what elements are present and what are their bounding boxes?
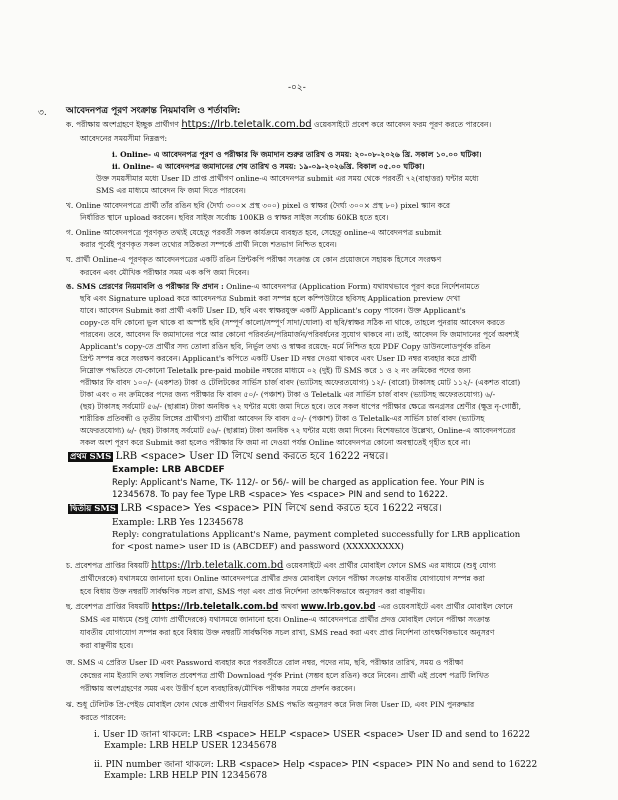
second-sms-reply1: Reply: congratulations Applicant's Name, payment completed successfully for LRB application [112, 530, 521, 540]
item-uma-line: ছবি এবং Signature upload করে আবেদনপত্র Submit করা সম্পন্ন হলে কম্পিউটারে ছবিসহ Application preview দেখা [80, 294, 461, 303]
item-uma-line: পরীক্ষার ফি বাবদ ১০০/- (একশত) টাকা ও টেলিটকের সার্ভিস চার্জ বাবদ (ভ্যাটসহ অফেরতযোগ্য) ১২/- (বারো) টাকাসহ মোট ১১২/- (একশত বারো) [80, 378, 521, 387]
item-gha-line2: করবেন এবং মৌখিক পরীক্ষার সময় এক কপি জমা দিবেন। [80, 268, 250, 277]
second-sms-tag: দ্বিতীয় SMS [70, 504, 116, 514]
item-uma-line: নিম্নোক্ত পদ্ধতিতে যে-কোনো Teletalk pre-paid mobile নম্বরের মাধ্যমে ০২ (দুই) টি SMS করে ১ ও ২ নং ক্রমিকের পদের জন্য [80, 366, 471, 375]
item-chha-line3: যাবতীয় যোগাযোগ সম্পন্ন করা হবে বিধায় উক্ত নম্বরটি সার্বক্ষণিক সচল রাখা, SMS read করা এবং প্রাপ্ত নির্দেশনা তাৎক্ষণিকভাবে অনুসরণ [80, 628, 495, 637]
first-sms-example: Example: LRB ABCDEF [112, 465, 225, 475]
item-ka-ii: ii. Online- এ আবেদনপত্র জমাদানের শেষ তারিখ ও সময়: ১৯-০৯-২০২৬খ্রি. বিকাল ০৫.০০ ঘটিকা। [112, 162, 425, 171]
item-ka-text: ক. পরীক্ষায় অংশগ্রহণে ইচ্ছুক প্রার্থীগণ [66, 120, 179, 129]
item-ja-line1: জ. SMS এ প্রেরিত User ID এবং Password ব্যবহার করে পরবর্তীতে রোল নম্বর, পদের নাম, ছবি, পরীক্ষার তারিখ, সময় ও পরীক্ষা [66, 658, 464, 667]
item-chha-text: ছ. প্রবেশপত্র প্রাপ্তির বিষয়টি [66, 602, 150, 611]
item-jha-ii: ii. PIN number জানা থাকলে: LRB <space> Help <space> PIN <space> PIN No and send to 16222 [94, 760, 538, 770]
item-ka-line2: আবেদনের সময়সীমা নিম্নরূপ: [80, 134, 168, 143]
item-uma-line0 [66, 282, 479, 291]
item-ga-line2: করার পূর্বেই পূরণকৃত সকল তথ্যের সঠিকতা সম্পর্কে প্রার্থী নিজে শতভাগ নিশ্চিত হবেন। [80, 240, 337, 249]
item-cha-line1 [66, 561, 496, 570]
item-jha-i-example: Example: LRB HELP USER 12345678 [104, 741, 277, 751]
item-uma-line: সকল অংশ পূরণ করে Submit করা হলেও পরীক্ষার ফি জমা না দেওয়া পর্যন্ত Online আবেদনপত্র কোনো অবস্থাতেই গৃহীত হবে না। [80, 438, 471, 447]
item-cha-text: চ. প্রবেশপত্র প্রাপ্তির বিষয়টি [66, 561, 149, 570]
item-uma-line: অফেরতযোগ্য) ৬/- (ছয়) টাকাসহ সর্বমোট ৫৬/- (ছাপ্পান্ন) টাকা অনধিক ৭২ ঘন্টার মধ্যে জমা দিবেন। বিশেষভাবে উল্লেখ্য, Online-এ আবেদনপত্রের [80, 426, 516, 435]
teletalk-link[interactable]: https://lrb.teletalk.com.bd [151, 602, 279, 612]
item-ga-line1: গ. Online আবেদনপত্রে পূরণকৃত তথ্যই যেহেতু পরবর্তী সকল কার্যক্রমে ব্যবহৃত হবে, সেহেতু online-এ আবেদনপত্র submit [66, 228, 442, 237]
item-chha-line2: SMS এর মাধ্যমে (শুধু যোগ্য প্রার্থীদেরকে) যথাসময়ে জানানো হবে। Online-এ আবেদনপত্রে প্রার্থীর প্রদত্ত মোবাইল ফোনে পরীক্ষা সংক্রান্ত [80, 615, 490, 624]
item-uma-line: প্রিন্ট সম্পন্ন করে সংরক্ষণ করবেন। Applicant's কপিতে একটি User ID নম্বর দেওয়া থাকবে এবং User ID নম্বর ব্যবহার করে প্রার্থী [80, 354, 477, 363]
item-jha-line2: করতে পারবেন: [80, 713, 126, 722]
item-cha-line2: প্রার্থীদেরকে) যথাসময়ে জানানো হবে। Online আবেদনপত্রে প্রার্থীর প্রদত্ত মোবাইল ফোনে পরীক্ষা সংক্রান্ত যাবতীয় যোগাযোগ সম্পন্ন করা [80, 574, 485, 583]
first-sms-reply1: Reply: Applicant's Name, TK- 112/- or 56/- will be charged as application fee. Your PIN is [112, 478, 485, 488]
item-uma-line: পারবেন। তবে, আবেদন ফি জমাদানের পরে আর কোনো পরিবর্তন/পরিমার্জন/পরিবর্ধনের সুযোগ থাকবে না। তাই, আবেদন ফি জমাদানের পূর্বে অবশ্যই [80, 330, 519, 339]
item-cha-text-after: ওয়েবসাইটে এবং প্রার্থীর মোবাইল ফোনে SMS এর মাধ্যমে (শুধু যোগ্য [285, 561, 496, 570]
item-uma-line: Applicant's copy-তে প্রার্থীর সদ্য তোলা রঙিন ছবি, নির্ভুল তথ্য ও স্বাক্ষর রয়েছে- মর্মে নিশ্চিত হয়ে PDF Copy ডাউনলোডপূর্বক রঙিন [80, 342, 491, 351]
item-chha-text-after: -এর ওয়েবসাইটে এবং প্রার্থীর মোবাইল ফোনে [377, 602, 513, 611]
item-kha-line2: নির্ধারিত স্থানে upload করবেন। ছবির সাইজ সর্বোচ্চ 100KB ও স্বাক্ষর সাইজ সর্বোচ্চ 60KB হতে হবে। [80, 213, 389, 222]
teletalk-link[interactable]: https://lrb.teletalk.com.bd [151, 560, 284, 571]
item-ka-ii-line2: উক্ত সময়সীমার মধ্যে User ID প্রাপ্ত প্রার্থীগণ online-এ আবেদনপত্র submit এর সময় থেকে পরবর্তী ৭২(বাহাত্তর) ঘন্টার মধ্যে [96, 174, 479, 183]
teletalk-link[interactable]: https://lrb.teletalk.com.bd [181, 119, 312, 130]
item-cha-line3: হবে বিধায় উক্ত নম্বরটি সার্বক্ষণিক সচল রাখা, SMS পড়া এবং প্রাপ্ত নির্দেশনা তাৎক্ষণিকভাবে অনুসরণ করা বাঞ্ছনীয়। [80, 587, 425, 596]
item-ja-line3: পরীক্ষায় অংশগ্রহণের সময় এবং উত্তীর্ণ হলে ব্যবহারিক/মৌখিক পরীক্ষার সময়ে প্রদর্শন করবেন। [80, 684, 356, 693]
item-uma-text: Online-এ আবেদনপত্র (Application Form) যথাযথভাবে পূরণ করে নির্দেশনামতে [226, 282, 480, 291]
item-ka-i: i. Online- এ আবেদনপত্র পূরণ ও পরীক্ষার ফি জমাদান শুরুর তারিখ ও সময়: ২০-০৮-২০২৬ খ্রি. সকাল ১০.০০ ঘটিকা। [112, 150, 482, 159]
page-number: -০২- [288, 83, 306, 93]
item-chha-line1 [66, 602, 513, 612]
item-ja-line2: কেন্দ্রের নাম ইত্যাদি তথ্য সম্বলিত প্রবেশপত্র প্রার্থী Download পূর্বক Print (সম্ভব হলে রঙিন) করে নিবেন। প্রার্থী এই প্রবেশ পত্রটি লিখিত [80, 671, 489, 680]
item-jha-line1: ঝ. শুধু টেলিটক প্রি-পেইড মোবাইল ফোন থেকে প্রার্থীগণ নিম্নবর্ণিত SMS পদ্ধতি অনুসরণ করে নিজ নিজ User ID, এবং PIN পুনরুদ্ধার [66, 700, 475, 709]
item-uma-line: টাকা এবং ৩ নং ক্রমিকের পদের জন্য পরীক্ষার ফি বাবদ ৫০/- (পঞ্চাশ) টাকা ও Teletalk এর সার্ভিস চার্জ বাবদ (ভ্যাটসহ অফেরতযোগ্য) ৬/- [80, 390, 496, 399]
item-jha-ii-example: Example: LRB HELP PIN 12345678 [104, 771, 268, 781]
second-sms-reply2: for <post name> user ID is (ABCDEF) and password (XXXXXXXXX) [112, 542, 404, 552]
first-sms-text: LRB <space> User ID লিখে send করতে হবে 16222 নম্বরে। [115, 451, 389, 462]
item-uma-line: (ছয়) টাকাসহ সর্বমোট ৫৬/- (ছাপ্পান্ন) টাকা অনধিক ৭২ ঘন্টার মধ্যে জমা দিতে হবে। তবে সকল ধাপের পরীক্ষার ক্ষেত্রে অনগ্রসর শ্রেণীর (ক্ষুদ্র নৃ-গোষ্ঠী, [80, 402, 522, 411]
second-sms-line [68, 504, 442, 514]
section-number: ৩. [38, 108, 47, 118]
lrb-gov-link[interactable]: www.lrb.gov.bd [300, 602, 376, 612]
item-uma-line: copy-তে যদি কোনো ভুল থাকে বা অস্পষ্ট ছবি (সম্পূর্ণ কালো/সম্পূর্ণ সাদা/ঘোলা) বা ছবি/স্বাক্ষর সঠিক না থাকে, তাহলে পুনরায় আবেদন করতে [80, 318, 505, 327]
item-jha-i: i. User ID জানা থাকলে: LRB <space> HELP <space> USER <space> User ID and send to 16222 [94, 730, 531, 740]
item-chha-line4: করা বাঞ্ছনীয় হবে। [80, 641, 134, 650]
second-sms-example: Example: LRB Yes 12345678 [112, 518, 244, 528]
item-kha-line1: খ. Online আবেদনপত্রে প্রার্থী তাঁর রঙিন ছবি (দৈর্ঘ্য ৩০০× প্রস্থ ৩০০) pixel ও স্বাক্ষর (দৈর্ঘ্য ৩০০× প্রস্থ ৮০) pixel স্ক্যান করে [66, 201, 451, 210]
item-uma-line: শারীরিক প্রতিবন্ধী ও তৃতীয় লিঙ্গের প্রার্থীগণ) প্রার্থীরা আবেদন ফি বাবদ ৫০/- (পঞ্চাশ) টাকা ও Teletalk-এর সার্ভিস চার্জ বাবদ (ভ্যাটসহ [80, 414, 485, 423]
section-heading: আবেদনপত্র পূরণ সংক্রান্ত নিয়মাবলি ও শর্তাবলি: [66, 106, 241, 116]
item-uma-title: ঙ. SMS প্রেরণের নিয়মাবলি ও পরীক্ষার ফি প্রদান : [66, 282, 224, 291]
first-sms-tag: প্রথম SMS [70, 452, 112, 462]
item-uma-line: যাবে। আবেদন Submit করা প্রার্থী একটি User ID, ছবি এবং স্বাক্ষরযুক্ত একটি Applicant's copy পাবেন। উক্ত Applicant's [80, 306, 466, 315]
second-sms-text: LRB <space> Yes <space> PIN লিখে send করতে হবে 16222 নম্বরে। [120, 503, 442, 514]
item-ka-text-after: ওয়েবসাইটে প্রবেশ করে আবেদন ফরম পূরণ করতে পারবেন। [314, 120, 492, 129]
item-chha-or: অথবা [280, 602, 299, 611]
item-gha-line1: ঘ. প্রার্থী Online-এ পূরণকৃত আবেদনপত্রের একটি রঙিন প্রিন্টকপি পরীক্ষা সংক্রান্ত যে কোন প্রয়োজনে সহায়ক হিসেবে সংরক্ষণ [66, 255, 442, 264]
first-sms-line [68, 452, 388, 462]
first-sms-reply2: 12345678. To pay fee Type LRB <space> Yes <space> PIN and send to 16222. [112, 490, 448, 500]
item-ka-ii-line3: SMS এর মাধ্যমে আবেদন ফি জমা দিতে পারবেন। [96, 186, 246, 195]
item-ka-line1 [66, 120, 491, 129]
